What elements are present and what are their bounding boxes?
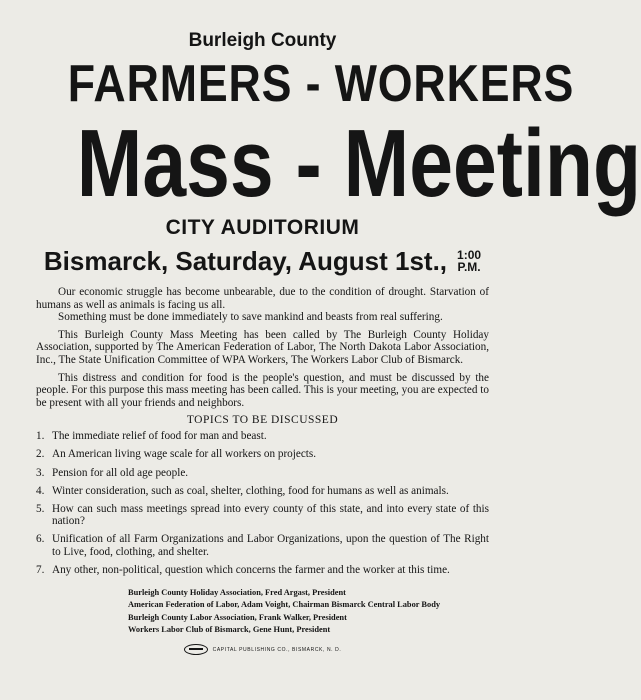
topic-text: Any other, non-political, question which concerns the farmer and the worker at this time. [52,564,450,577]
topic-text: Unification of all Farm Organizations and Labor Organizations, upon the question of The Right to Live, food, clothing, and shelter. [52,533,489,558]
topic-number: 2. [36,448,45,461]
paragraph: This Burleigh County Mass Meeting has been called by The Burleigh County Holiday Association, supported by The American Federation of Labor, The North Dakota Labor Association, Inc., The State Unification Committee of WPA Workers, The Workers Labor Club of Bismarck. [36,328,489,366]
topic-text: Pension for all old age people. [52,466,189,479]
list-item [36,503,489,528]
topic-text: How can such mass meetings spread into every county of this state, and into every state of this nation? [52,502,489,528]
signatory-line: American Federation of Labor, Adam Voight, Chairman Bismarck Central Labor Body [128,600,441,610]
topics-list [36,430,489,576]
union-label-icon [184,644,208,655]
county-heading: Burleigh County [188,30,337,51]
mass-meeting-heading: Mass - Meeting [76,110,641,217]
printer-text: CAPITAL PUBLISHING CO., BISMARCK, N. D. [212,646,342,653]
list-item [36,467,489,480]
topic-number: 6. [36,533,45,546]
list-item [36,533,489,558]
topic-text: An American living wage scale for all workers on projects. [52,448,317,461]
time-block [457,249,481,273]
printer-credit [36,644,489,655]
topic-number: 4. [36,484,45,497]
topic-text: The immediate relief of food for man and beast. [52,430,267,443]
signatory-line: Workers Labor Club of Bismarck, Gene Hunt, President [128,624,331,634]
signatory-line: Burleigh County Labor Association, Frank Walker, President [128,612,347,622]
date-line [36,244,489,278]
signatories [128,587,489,637]
paragraph: Something must be done immediately to save mankind and beasts from real suffering. [58,311,443,324]
topic-number: 7. [36,564,45,577]
list-item [36,448,489,461]
topic-number: 5. [36,502,45,515]
venue-heading: CITY AUDITORIUM [165,216,360,239]
topics-heading: TOPICS TO BE DISCUSSED [186,414,339,427]
signatory-line: Burleigh County Holiday Association, Fred Argast, President [128,587,346,597]
body-text [36,286,489,409]
list-item [36,430,489,443]
date-text: Bismarck, Saturday, August 1st., [43,246,448,276]
paragraph: Our economic struggle has become unbearable, due to the condition of drought. Starvation of humans as well as animals is facing us all. [36,286,489,311]
list-item [36,485,489,498]
topic-number: 1. [36,430,45,443]
time-hour: 1:00 [457,248,482,262]
topic-number: 3. [36,466,45,479]
farmers-workers-heading: FARMERS - WORKERS [67,55,575,113]
topic-text: Winter consideration, such as coal, shelter, clothing, food for humans as well as animals. [52,484,449,497]
paragraph: This distress and condition for food is the people's question, and must be discussed by the people. For this purpose this mass meeting has been called. This is your meeting, you are expected to be present with all your friends and neighbors. [36,371,489,409]
time-ampm: P.M. [457,260,481,274]
list-item [36,564,489,577]
